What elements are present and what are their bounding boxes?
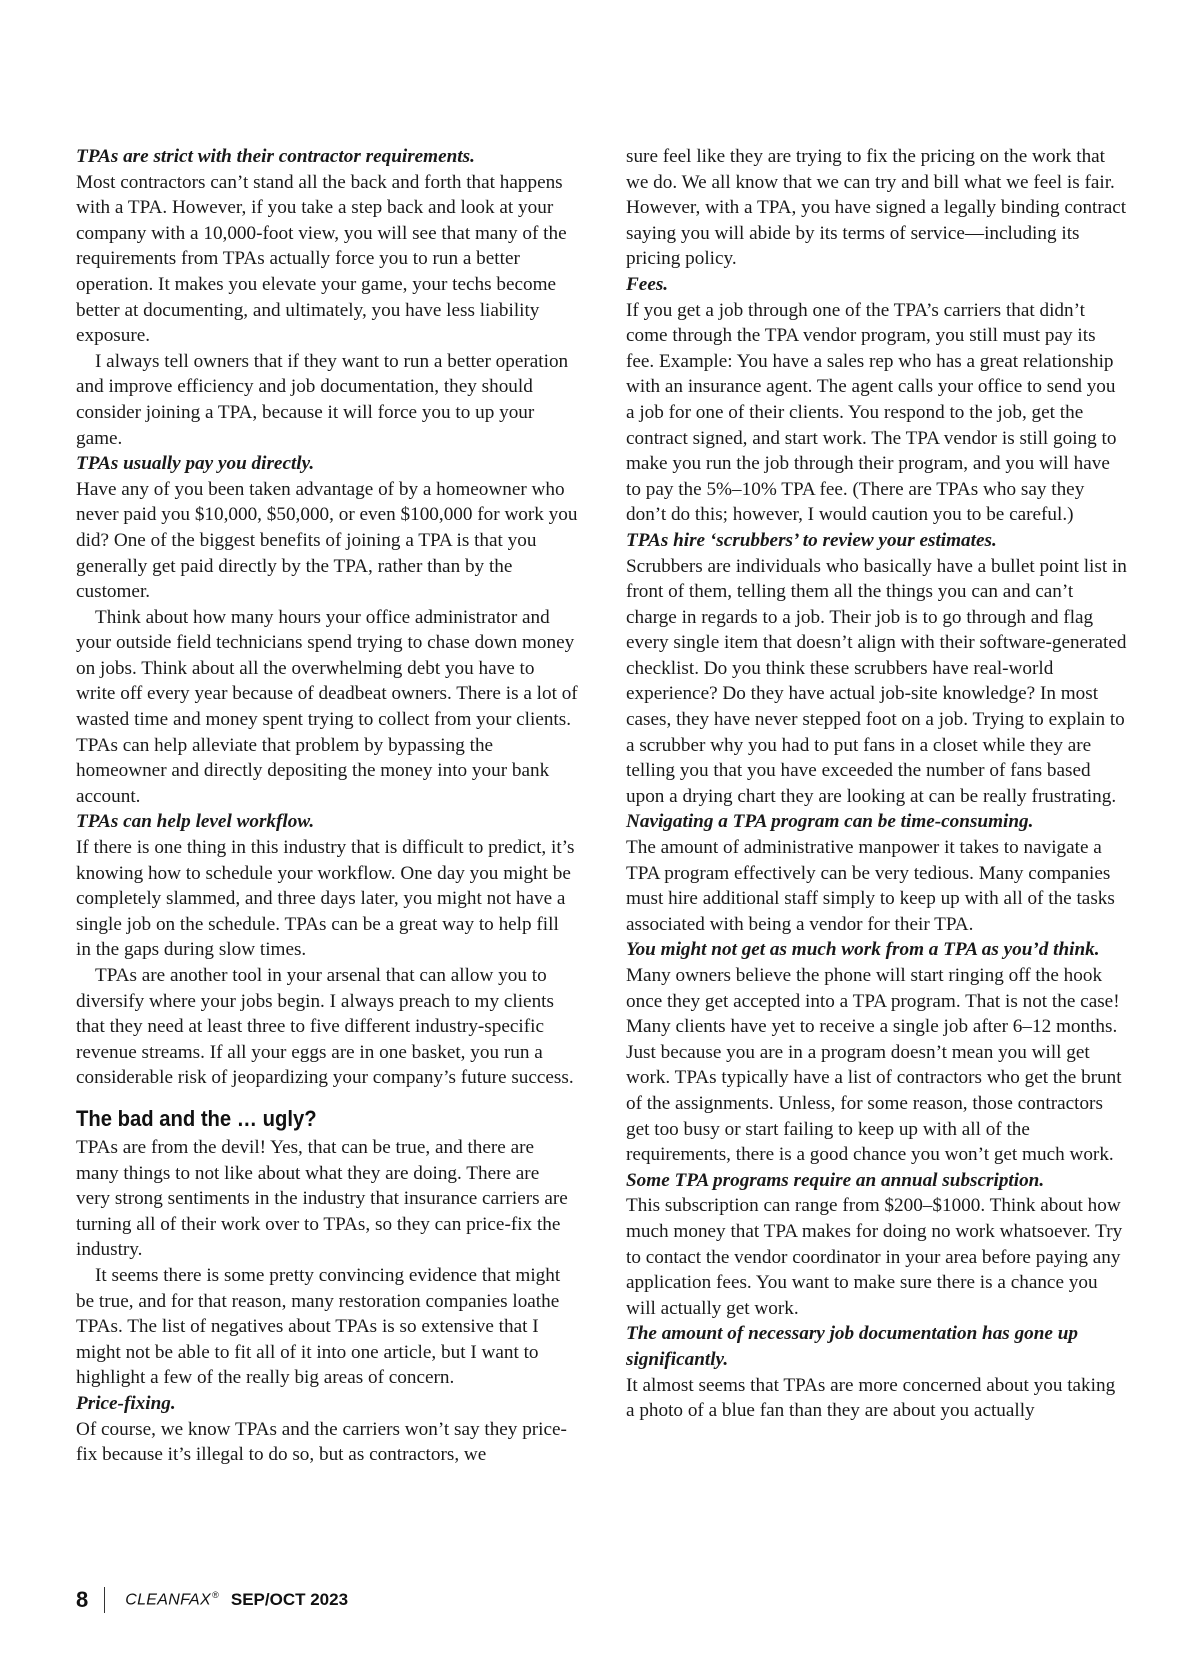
registered-mark: ®	[211, 1590, 219, 1601]
paragraph: If there is one thing in this industry that is difficult to predict, it’s knowing how to schedule your workflow. One day you might be completely slammed, and three days later, you might not have a single job on the schedule. TPAs can be a great way to help fill in the gaps during slow times.	[76, 837, 575, 961]
subheading-level-workflow: TPAs can help level workflow.	[76, 811, 315, 833]
subheading-scrubbers: TPAs hire ‘scrubbers’ to review your estimates.	[626, 529, 997, 551]
paragraph: It almost seems that TPAs are more concerned about you taking a photo of a blue fan than they are about you actually	[626, 1374, 1116, 1422]
paragraph: TPAs are from the devil! Yes, that can be true, and there are many things to not like about what they are doing. There are very strong sentiments in the industry that insurance carriers are turning all of their work over to TPAs, so they can price-fix the industry.	[76, 1136, 568, 1261]
paragraph: Think about how many hours your office administrator and your outside field technicians spend trying to chase down money on jobs. Think about all the overwhelming debt you have to write off every year because of deadbeat owners. There is a lot of wasted time and money spent trying to collect from your clients. TPAs can help alleviate that problem by bypassing the homeowner and directly depositing the money into your bank account.	[76, 606, 578, 807]
page-footer	[76, 1585, 348, 1615]
issue-date: SEP/OCT 2023	[230, 1590, 349, 1609]
paragraph: I always tell owners that if they want to run a better operation and improve efficiency and job documentation, they should consider joining a TPA, because it will force you to up your game.	[76, 350, 569, 449]
subheading-pay-directly: TPAs usually pay you directly.	[76, 453, 315, 475]
magazine-brand	[125, 1590, 219, 1609]
paragraph: Many owners believe the phone will start ringing off the hook once they get accepted into a TPA program. That is not the case! Many clients have yet to receive a single job after 6–12 months. Just because you are in a program doesn’t mean you will get work. TPAs typically have a list of contractors who get the brunt of the assignments. Unless, for some reason, those contractors get too busy or start failing to keep up with all of the requirements, there is a good chance you won’t get much work.	[626, 965, 1122, 1166]
subheading-price-fixing: Price-fixing.	[76, 1392, 176, 1414]
section-heading: The bad and the … ugly?	[76, 1105, 317, 1131]
subheading-fees: Fees.	[626, 273, 669, 295]
paragraph: Scrubbers are individuals who basically have a bullet point list in front of them, telling them all the things you can and can’t charge in regards to a job. Their job is to go through and flag every single item that doesn’t align with their software-generated checklist. Do you think these scrubbers have real-world experience? Do they have actual job-site knowledge? In most cases, they have never stepped foot on a job. Trying to explain to a scrubber why you had to put fans in a closet while they are telling you that you have exceeded the number of fans based upon a drying chart they are looking at can be really frustrating.	[626, 555, 1127, 807]
paragraph: This subscription can range from $200–$1000. Think about how much money that TPA makes for doing no work whatsoever. Try to contact the vendor coordinator in your area before paying any application fees. You want to make sure there is a chance you will actually get work.	[626, 1195, 1123, 1319]
brand-name: CLEANFAX	[125, 1591, 211, 1609]
paragraph: Have any of you been taken advantage of by a homeowner who never paid you $10,000, $50,000, or even $100,000 for work you did? One of the biggest benefits of joining a TPA is that you generally get paid directly by the TPA, rather than by the customer.	[76, 478, 578, 603]
subheading-less-work: You might not get as much work from a TPA as you’d think.	[626, 939, 1100, 961]
footer-divider	[104, 1587, 105, 1613]
paragraph: The amount of administrative manpower it takes to navigate a TPA program effectively can be very tedious. Many companies must hire additional staff simply to keep up with all of the tasks associated with being a vendor for their TPA.	[626, 837, 1115, 935]
left-column	[76, 144, 578, 1468]
page-number: 8	[76, 1587, 89, 1612]
paragraph: Most contractors can’t stand all the back and forth that happens with a TPA. However, if you take a step back and look at your company with a 10,000-foot view, you will see that many of the requirements from TPAs actually force you to run a better operation. It makes you elevate your game, your techs become better at documenting, and ultimately, you have less liability exposure.	[76, 171, 567, 347]
paragraph: Of course, we know TPAs and the carriers won’t say they price-fix because it’s illegal to do so, but as contractors, we	[76, 1418, 567, 1466]
subheading-annual-subscription: Some TPA programs require an annual subscription.	[626, 1169, 1045, 1191]
subheading-strict-requirements: TPAs are strict with their contractor requirements.	[76, 146, 475, 167]
paragraph: TPAs are another tool in your arsenal that can allow you to diversify where your jobs begin. I always preach to my clients that they need at least three to five different industry-specific revenue streams. If all your eggs are in one basket, you run a considerable risk of jeopardizing your company’s future success.	[76, 965, 574, 1089]
paragraph: If you get a job through one of the TPA’s carriers that didn’t come through the TPA vendor program, you still must pay its fee. Example: You have a sales rep who has a great relationship with an insurance agent. The agent calls your office to send you a job for one of their clients. You respond to the job, get the contract signed, and start work. The TPA vendor is still going to make you run the job through their program, and you will have to pay the 5%–10% TPA fee. (There are TPAs who say they don’t do this; however, I would caution you to be careful.)	[626, 299, 1117, 526]
subheading-time-consuming: Navigating a TPA program can be time-consuming.	[626, 811, 1034, 833]
right-column	[626, 144, 1128, 1424]
subheading-documentation: The amount of necessary job documentation has gone up significantly.	[626, 1323, 1079, 1370]
paragraph: It seems there is some pretty convincing evidence that might be true, and for that reason, many restoration companies loathe TPAs. The list of negatives about TPAs is so extensive that I might not be able to fit all of it into one article, but I want to highlight a few of the really big areas of concern.	[76, 1264, 561, 1389]
paragraph-continued: sure feel like they are trying to fix the pricing on the work that we do. We all know that we can try and bill what we feel is fair. However, with a TPA, you have signed a legally binding contract saying you will abide by its terms of service—including its pricing policy.	[626, 146, 1127, 270]
